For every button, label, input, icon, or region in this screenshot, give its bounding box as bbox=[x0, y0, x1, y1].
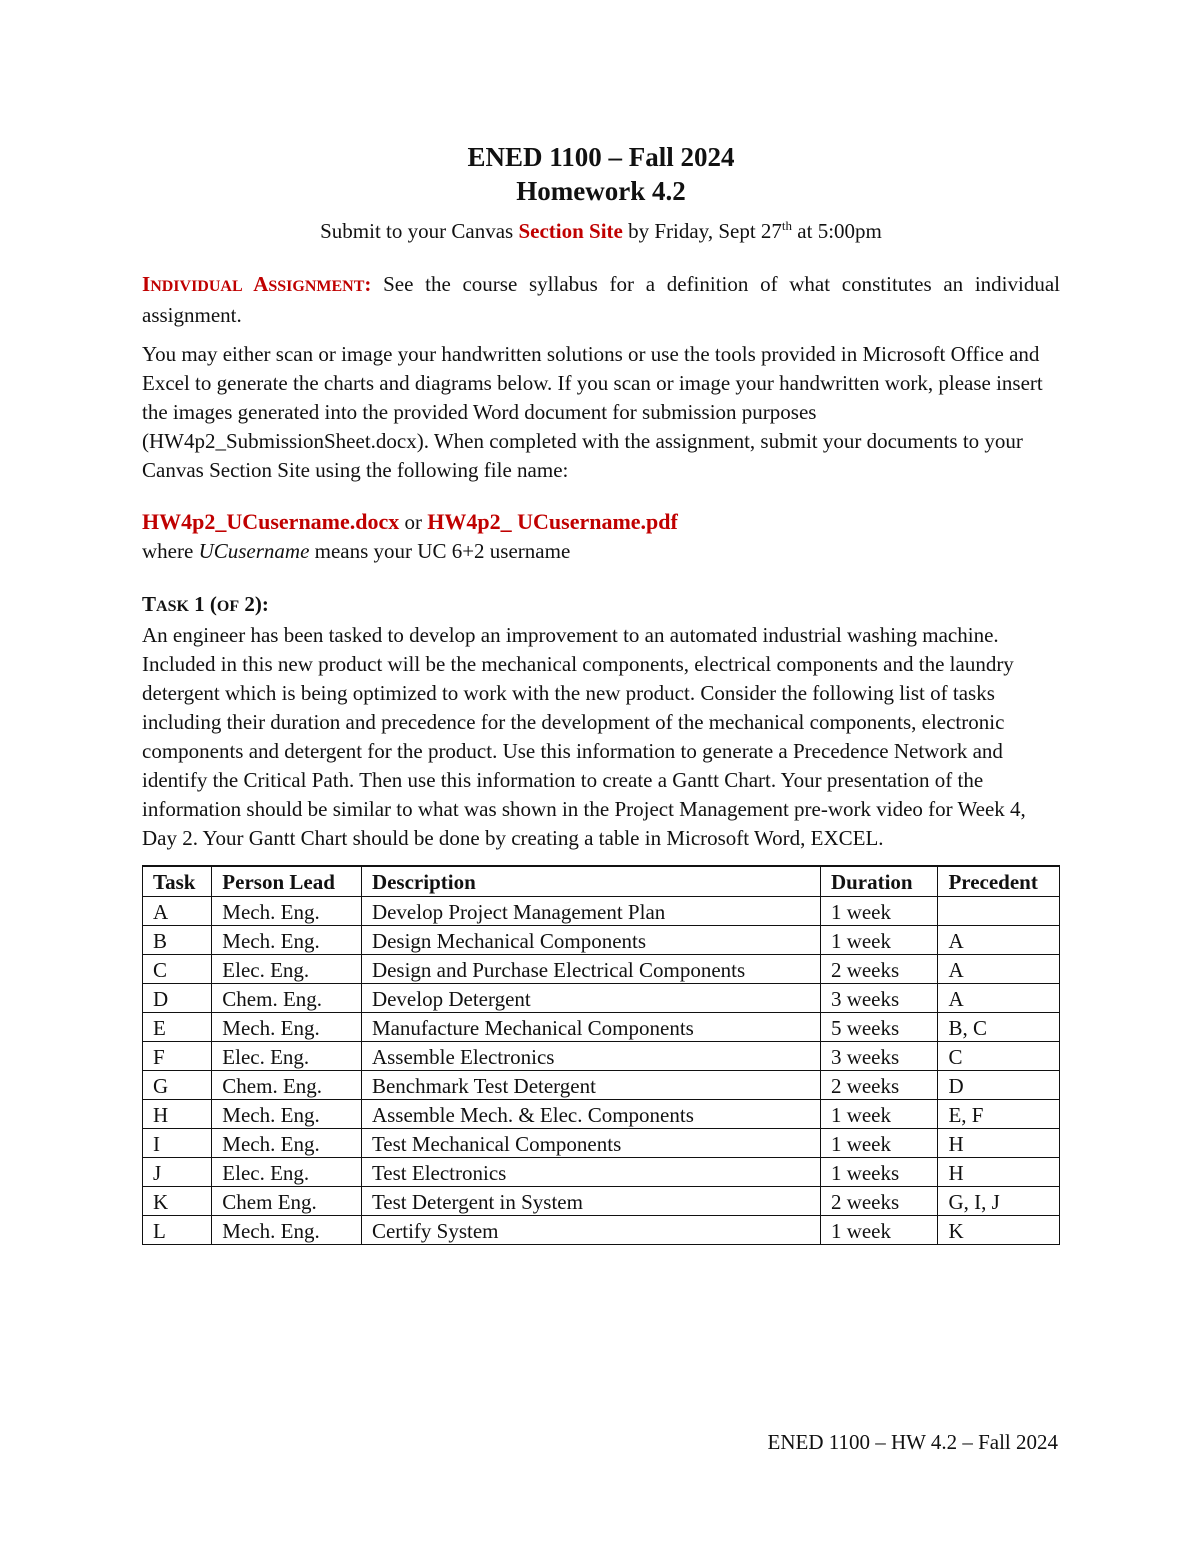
cell-precedent: A bbox=[938, 984, 1060, 1013]
submit-due-time: at 5:00pm bbox=[792, 219, 882, 243]
cell-task: H bbox=[143, 1100, 212, 1129]
cell-precedent: E, F bbox=[938, 1100, 1060, 1129]
individual-assignment-note bbox=[142, 270, 1060, 330]
cell-duration: 2 weeks bbox=[820, 1071, 938, 1100]
header-person-lead: Person Lead bbox=[212, 866, 362, 897]
cell-person-lead: Mech. Eng. bbox=[212, 926, 362, 955]
cell-precedent bbox=[938, 897, 1060, 926]
cell-precedent: A bbox=[938, 955, 1060, 984]
table-row bbox=[143, 984, 1060, 1013]
table-row bbox=[143, 897, 1060, 926]
cell-description: Assemble Electronics bbox=[361, 1042, 820, 1071]
table-row bbox=[143, 1071, 1060, 1100]
task-description: An engineer has been tasked to develop an improvement to an automated industrial washing machine. Included in this new product will be the mechanical components, electrical components and the laundry detergent which is being optimized to work with the new product. Consider the following list of tasks including their duration and precedence for the development of the mechanical components, electronic components and detergent for the product. Use this information to generate a Precedence Network and identify the Critical Path. Then use this information to create a Gantt Chart. Your presentation of the information should be similar to what was shown in the Project Management pre-work video for Week 4, Day 2. Your Gantt Chart should be done by creating a table in Microsoft Word, EXCEL. bbox=[142, 623, 1026, 850]
cell-duration: 1 week bbox=[820, 1216, 938, 1245]
cell-task: J bbox=[143, 1158, 212, 1187]
table-row bbox=[143, 1216, 1060, 1245]
cell-description: Test Mechanical Components bbox=[361, 1129, 820, 1158]
cell-duration: 5 weeks bbox=[820, 1013, 938, 1042]
ucusername-italic: UCusername bbox=[198, 539, 310, 563]
cell-person-lead: Mech. Eng. bbox=[212, 1216, 362, 1245]
cell-task: D bbox=[143, 984, 212, 1013]
cell-description: Develop Project Management Plan bbox=[361, 897, 820, 926]
cell-description: Develop Detergent bbox=[361, 984, 820, 1013]
file-name-pdf: HW4p2_ UCusername.pdf bbox=[427, 509, 678, 534]
cell-description: Test Detergent in System bbox=[361, 1187, 820, 1216]
table-row bbox=[143, 1187, 1060, 1216]
cell-description: Benchmark Test Detergent bbox=[361, 1071, 820, 1100]
table-header-row bbox=[143, 866, 1060, 897]
table-row bbox=[143, 1042, 1060, 1071]
instructions-paragraph: You may either scan or image your handwritten solutions or use the tools provided in Microsoft Office and Excel to generate the charts and diagrams below. If you scan or image your handwritten work, please insert the images generated into the provided Word document for submission purposes (HW4p2_SubmissionSheet.docx). When completed with the assignment, submit your documents to your Canvas Section Site using the following file name: bbox=[142, 342, 1043, 482]
cell-duration: 2 weeks bbox=[820, 955, 938, 984]
header-task: Task bbox=[143, 866, 212, 897]
cell-task: G bbox=[143, 1071, 212, 1100]
task-table bbox=[142, 865, 1060, 1245]
cell-person-lead: Chem. Eng. bbox=[212, 1071, 362, 1100]
individual-assignment-label: INDIVIDUAL ASSIGNMENT: bbox=[142, 272, 372, 296]
submit-prefix: Submit to your Canvas bbox=[320, 219, 519, 243]
username-note: where UCusername means your UC 6+2 username bbox=[142, 539, 571, 563]
cell-description: Assemble Mech. & Elec. Components bbox=[361, 1100, 820, 1129]
cell-precedent: D bbox=[938, 1071, 1060, 1100]
homework-title: Homework 4.2 bbox=[516, 176, 686, 206]
header-duration: Duration bbox=[820, 866, 938, 897]
cell-person-lead: Mech. Eng. bbox=[212, 1013, 362, 1042]
cell-task: K bbox=[143, 1187, 212, 1216]
document-page bbox=[142, 140, 1060, 1245]
cell-description: Test Electronics bbox=[361, 1158, 820, 1187]
table-row bbox=[143, 1129, 1060, 1158]
file-name-docx: HW4p2_UCusername.docx bbox=[142, 509, 400, 534]
submission-instructions bbox=[142, 212, 1060, 245]
table-row bbox=[143, 1100, 1060, 1129]
individual-assignment-text: See the course syllabus for a definition of what constitutes an individual assignment. bbox=[142, 272, 1060, 327]
cell-description: Certify System bbox=[361, 1216, 820, 1245]
page-footer: ENED 1100 – HW 4.2 – Fall 2024 bbox=[767, 1430, 1058, 1454]
cell-precedent: A bbox=[938, 926, 1060, 955]
cell-person-lead: Elec. Eng. bbox=[212, 1158, 362, 1187]
cell-task: A bbox=[143, 897, 212, 926]
header-precedent: Precedent bbox=[938, 866, 1060, 897]
cell-description: Design and Purchase Electrical Components bbox=[361, 955, 820, 984]
cell-description: Manufacture Mechanical Components bbox=[361, 1013, 820, 1042]
cell-task: F bbox=[143, 1042, 212, 1071]
cell-person-lead: Elec. Eng. bbox=[212, 955, 362, 984]
cell-precedent: C bbox=[938, 1042, 1060, 1071]
table-row bbox=[143, 1013, 1060, 1042]
file-name-line bbox=[142, 507, 1060, 537]
submit-due-date: by Friday, Sept 27 bbox=[622, 219, 782, 243]
cell-duration: 1 week bbox=[820, 897, 938, 926]
cell-person-lead: Mech. Eng. bbox=[212, 897, 362, 926]
cell-duration: 2 weeks bbox=[820, 1187, 938, 1216]
section-site-label: Section Site bbox=[518, 219, 623, 243]
cell-person-lead: Mech. Eng. bbox=[212, 1129, 362, 1158]
cell-person-lead: Elec. Eng. bbox=[212, 1042, 362, 1071]
cell-task: I bbox=[143, 1129, 212, 1158]
cell-precedent: G, I, J bbox=[938, 1187, 1060, 1216]
cell-precedent: H bbox=[938, 1129, 1060, 1158]
cell-person-lead: Chem. Eng. bbox=[212, 984, 362, 1013]
cell-description: Design Mechanical Components bbox=[361, 926, 820, 955]
table-row bbox=[143, 1158, 1060, 1187]
header-description: Description bbox=[361, 866, 820, 897]
cell-duration: 1 week bbox=[820, 1100, 938, 1129]
cell-task: B bbox=[143, 926, 212, 955]
cell-duration: 1 weeks bbox=[820, 1158, 938, 1187]
cell-person-lead: Mech. Eng. bbox=[212, 1100, 362, 1129]
file-name-or: or bbox=[399, 510, 428, 534]
cell-duration: 1 week bbox=[820, 1129, 938, 1158]
task-heading: TASK 1 (OF 2): bbox=[142, 592, 269, 616]
cell-task: C bbox=[143, 955, 212, 984]
cell-duration: 1 week bbox=[820, 926, 938, 955]
cell-task: L bbox=[143, 1216, 212, 1245]
cell-task: E bbox=[143, 1013, 212, 1042]
table-row bbox=[143, 955, 1060, 984]
cell-precedent: B, C bbox=[938, 1013, 1060, 1042]
cell-duration: 3 weeks bbox=[820, 984, 938, 1013]
date-ordinal-suffix: th bbox=[781, 218, 793, 233]
cell-person-lead: Chem Eng. bbox=[212, 1187, 362, 1216]
table-row bbox=[143, 926, 1060, 955]
cell-duration: 3 weeks bbox=[820, 1042, 938, 1071]
cell-precedent: K bbox=[938, 1216, 1060, 1245]
course-title: ENED 1100 – Fall 2024 bbox=[467, 142, 735, 172]
cell-precedent: H bbox=[938, 1158, 1060, 1187]
